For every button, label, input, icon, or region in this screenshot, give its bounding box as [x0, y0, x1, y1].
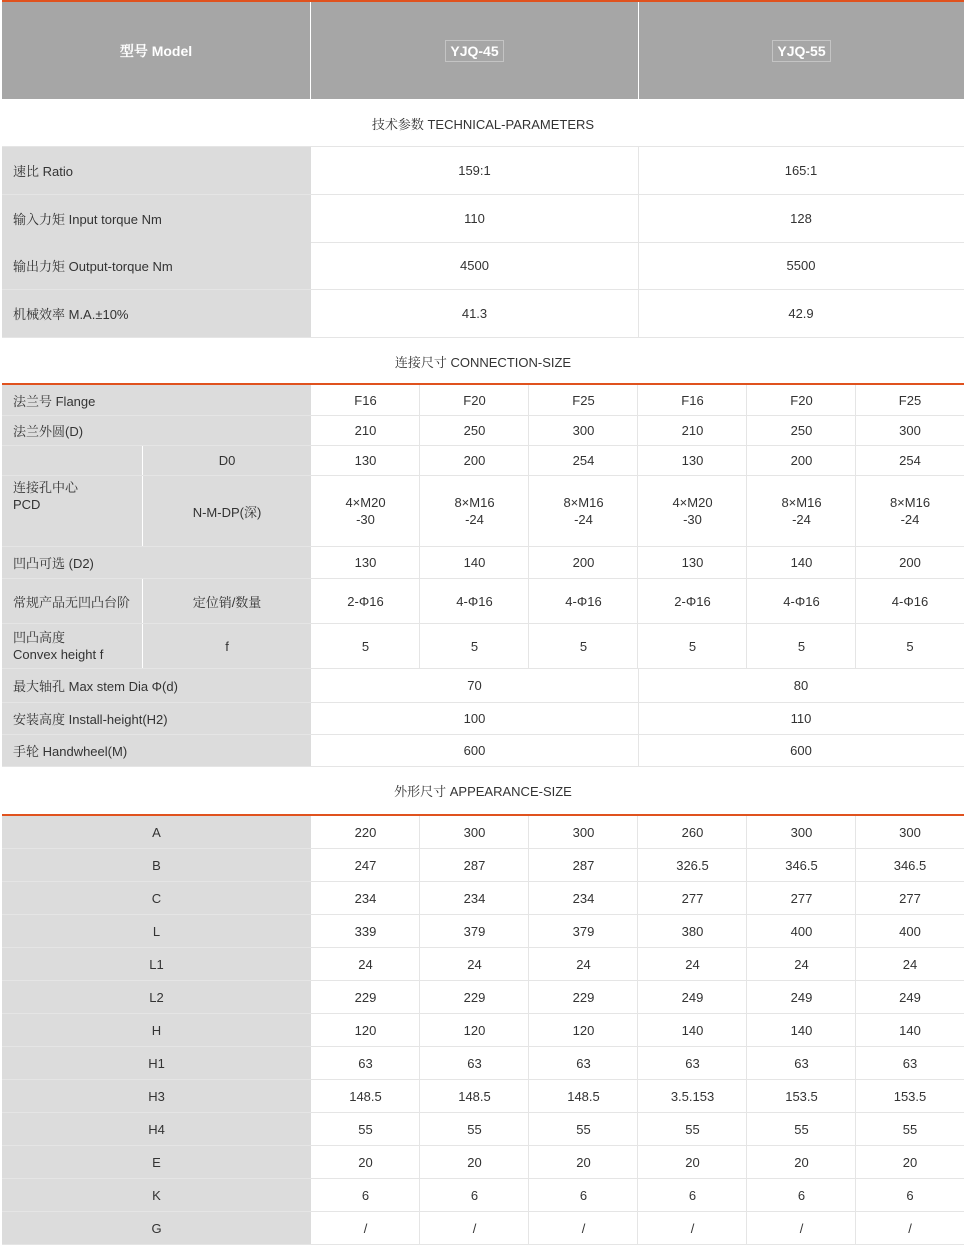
- connection-value-merged: 70: [467, 678, 482, 693]
- nmdp-line: -30: [356, 512, 375, 527]
- section-title-appearance: 外形尺寸 APPEARANCE-SIZE: [394, 784, 572, 799]
- column-divider: [528, 416, 529, 445]
- model-header-yjq55: [639, 2, 964, 99]
- column-divider: [528, 948, 529, 980]
- appearance-row-value: 63: [576, 1055, 591, 1071]
- column-divider: [746, 579, 747, 623]
- connection-value: 5: [906, 638, 914, 654]
- column-divider: [638, 669, 639, 702]
- column-divider: [419, 446, 420, 475]
- tech-row-value: 42.9: [788, 306, 814, 321]
- appearance-row-value: 249: [681, 989, 704, 1005]
- column-divider: [746, 915, 747, 947]
- appearance-row-label: A: [2, 816, 311, 848]
- column-divider: [638, 195, 639, 242]
- appearance-row-value: /: [581, 1220, 586, 1236]
- column-divider: [746, 624, 747, 668]
- row-label-convex: [2, 624, 142, 668]
- appearance-row-label: H: [2, 1014, 311, 1046]
- connection-value-merged: 100: [463, 711, 486, 726]
- column-divider: [528, 849, 529, 881]
- appearance-row-value: 400: [790, 923, 813, 939]
- connection-value-nmdp: [638, 476, 747, 546]
- connection-value: 200: [790, 453, 813, 468]
- appearance-row-value: 229: [354, 989, 377, 1005]
- appearance-row-value: 55: [902, 1121, 918, 1137]
- section-title-connection: 连接尺寸 CONNECTION-SIZE: [394, 354, 572, 370]
- appearance-row-value: /: [690, 1220, 695, 1236]
- column-divider: [855, 624, 856, 668]
- row-sublabel-convex: f: [143, 624, 311, 668]
- column-divider: [638, 242, 639, 289]
- appearance-row-value: 148.5: [567, 1088, 600, 1104]
- column-divider: [637, 1014, 638, 1046]
- appearance-row-label: H3: [2, 1080, 311, 1112]
- connection-value: 210: [681, 423, 704, 438]
- connection-value-merged: 80: [793, 678, 809, 693]
- appearance-row-label: E: [2, 1146, 311, 1178]
- connection-value-nmdp: [311, 476, 420, 546]
- appearance-row-value: 24: [902, 956, 918, 972]
- appearance-row-value: 140: [790, 1022, 813, 1038]
- appearance-row-value: 55: [794, 1121, 809, 1137]
- connection-value: 254: [899, 453, 921, 468]
- connection-value: 4-Φ16: [783, 593, 820, 609]
- column-divider: [528, 579, 529, 623]
- column-divider: [746, 816, 747, 848]
- appearance-row-label: L: [2, 915, 311, 947]
- column-divider: [528, 1014, 529, 1046]
- connection-value: 210: [354, 423, 377, 438]
- connection-value-merged: 600: [463, 743, 486, 758]
- appearance-row-value: /: [908, 1220, 912, 1236]
- appearance-row-label: H4: [2, 1113, 311, 1145]
- nmdp-line: -24: [574, 512, 593, 527]
- appearance-row-value: 249: [899, 989, 921, 1005]
- appearance-row-value: 63: [685, 1055, 700, 1071]
- column-divider: [419, 981, 420, 1013]
- row-sublabel-nmdp: N-M-DP(深): [143, 476, 311, 546]
- appearance-row-value: 20: [794, 1154, 809, 1170]
- nmdp-line: 8×M16: [563, 495, 604, 510]
- appearance-row-value: 24: [685, 956, 700, 972]
- connection-value: F25: [898, 392, 922, 408]
- column-divider: [746, 547, 747, 578]
- convex-label-cn: 凹凸高度: [13, 630, 66, 645]
- appearance-row-value: 3.5.153: [670, 1088, 715, 1104]
- connection-value: F20: [790, 392, 813, 408]
- column-divider: [855, 476, 856, 546]
- appearance-row-value: 277: [681, 890, 704, 906]
- column-divider: [855, 1146, 856, 1178]
- appearance-row-value: 140: [899, 1022, 921, 1038]
- appearance-row-value: 277: [790, 890, 813, 906]
- appearance-row-value: 277: [899, 890, 921, 906]
- appearance-row-value: 120: [572, 1022, 595, 1038]
- row-sublabel-pins: 定位销/数量: [143, 579, 311, 623]
- column-divider: [419, 1113, 420, 1145]
- column-divider: [528, 915, 529, 947]
- appearance-row-value: 229: [572, 989, 595, 1005]
- column-divider: [746, 1080, 747, 1112]
- connection-value: 4-Φ16: [891, 593, 929, 609]
- column-divider: [419, 948, 420, 980]
- appearance-row-value: 300: [572, 824, 595, 840]
- connection-value-merged: 600: [790, 743, 812, 758]
- column-divider: [637, 1146, 638, 1178]
- column-divider: [419, 579, 420, 623]
- nmdp-line: -24: [792, 512, 811, 527]
- column-divider: [419, 1014, 420, 1046]
- appearance-row-value: 153.5: [893, 1088, 927, 1104]
- connection-value: 130: [681, 453, 704, 468]
- column-divider: [419, 476, 420, 546]
- appearance-row-value: 339: [354, 923, 377, 939]
- appearance-row-value: 260: [681, 824, 704, 840]
- column-divider: [746, 948, 747, 980]
- tech-row-value: 41.3: [461, 306, 488, 321]
- nmdp-line: -30: [683, 512, 702, 527]
- column-divider: [637, 446, 638, 475]
- appearance-row-value: 20: [685, 1154, 700, 1170]
- column-divider: [637, 1212, 638, 1244]
- connection-value: F20: [463, 392, 486, 408]
- connection-value: 140: [790, 555, 813, 570]
- column-divider: [746, 1212, 747, 1244]
- column-divider: [746, 385, 747, 415]
- row-label-pcd: [2, 446, 142, 546]
- connection-value: 2-Φ16: [674, 593, 711, 609]
- appearance-row-value: 24: [467, 956, 482, 972]
- column-divider: [855, 981, 856, 1013]
- model-name: YJQ-45: [445, 40, 503, 62]
- connection-value: 130: [354, 453, 377, 468]
- connection-value: 250: [463, 423, 486, 438]
- connection-value: F16: [681, 392, 704, 408]
- connection-value-nmdp: [529, 476, 638, 546]
- tech-row-label: 输出力矩 Output-torque Nm: [2, 242, 311, 289]
- connection-value: 200: [899, 555, 921, 570]
- column-divider: [855, 1212, 856, 1244]
- appearance-row-value: /: [472, 1220, 477, 1236]
- column-divider: [638, 147, 639, 194]
- connection-value: 254: [572, 453, 595, 468]
- appearance-row-value: 63: [467, 1055, 482, 1071]
- appearance-row-value: 379: [463, 923, 486, 939]
- appearance-row-value: 140: [681, 1022, 704, 1038]
- column-divider: [419, 547, 420, 578]
- connection-value: 300: [572, 423, 595, 438]
- row-label-outer-circle: 法兰外圆(D): [2, 416, 311, 445]
- connection-value: 5: [797, 638, 806, 654]
- appearance-row-value: 63: [794, 1055, 809, 1071]
- column-divider: [855, 547, 856, 578]
- appearance-row-value: 148.5: [458, 1088, 491, 1104]
- appearance-row-value: 249: [790, 989, 813, 1005]
- appearance-row-value: 6: [579, 1187, 588, 1203]
- connection-value: F16: [354, 392, 377, 408]
- column-divider: [746, 1146, 747, 1178]
- appearance-row-value: 300: [790, 824, 813, 840]
- column-divider: [419, 385, 420, 415]
- column-divider: [419, 816, 420, 848]
- column-divider: [528, 1212, 529, 1244]
- column-divider: [637, 385, 638, 415]
- nmdp-line: 4×M20: [345, 495, 386, 510]
- model-header-yjq45: [311, 2, 638, 99]
- column-divider: [637, 849, 638, 881]
- column-divider: [528, 1179, 529, 1211]
- column-divider: [855, 882, 856, 914]
- column-divider: [855, 416, 856, 445]
- column-divider: [419, 882, 420, 914]
- appearance-row-label: H1: [2, 1047, 311, 1079]
- column-divider: [419, 1146, 420, 1178]
- column-divider: [855, 579, 856, 623]
- appearance-row-value: /: [363, 1220, 368, 1236]
- appearance-row-label: G: [2, 1212, 311, 1244]
- column-divider: [638, 290, 639, 337]
- nmdp-line: 4×M20: [672, 495, 713, 510]
- tech-row-value: 128: [790, 211, 812, 226]
- appearance-row-value: 120: [463, 1022, 486, 1038]
- connection-value: 130: [354, 555, 377, 570]
- appearance-row-value: 55: [576, 1121, 591, 1137]
- column-divider: [528, 476, 529, 546]
- row-label-pins: 常规产品无凹凸台阶: [2, 579, 142, 623]
- tech-row-value: 4500: [460, 258, 489, 273]
- column-divider: [855, 1080, 856, 1112]
- column-divider: [528, 1146, 529, 1178]
- column-divider: [746, 849, 747, 881]
- column-divider: [419, 416, 420, 445]
- column-divider: [528, 624, 529, 668]
- appearance-row-value: 346.5: [785, 857, 818, 873]
- column-divider: [528, 1047, 529, 1079]
- column-divider: [855, 1113, 856, 1145]
- column-divider: [746, 1113, 747, 1145]
- column-divider: [419, 1047, 420, 1079]
- appearance-row-value: 287: [463, 857, 486, 873]
- column-divider: [746, 1047, 747, 1079]
- appearance-row-value: 24: [576, 956, 591, 972]
- column-divider: [637, 816, 638, 848]
- nmdp-line: 8×M16: [454, 495, 495, 510]
- connection-value-nmdp: [856, 476, 964, 546]
- column-divider: [637, 882, 638, 914]
- row-label-stem: 最大轴孔 Max stem Dia Φ(d): [2, 669, 311, 702]
- column-divider: [528, 882, 529, 914]
- appearance-row-value: 400: [899, 923, 921, 939]
- column-divider: [637, 915, 638, 947]
- connection-value: 250: [790, 423, 813, 438]
- column-divider: [746, 1179, 747, 1211]
- row-divider: [2, 475, 964, 476]
- row-divider: [2, 1244, 964, 1245]
- connection-value: 5: [579, 638, 588, 654]
- appearance-row-value: 120: [354, 1022, 377, 1038]
- appearance-row-value: 20: [467, 1154, 482, 1170]
- appearance-row-value: 380: [681, 923, 704, 939]
- column-divider: [637, 1113, 638, 1145]
- appearance-row-value: 234: [354, 890, 377, 906]
- connection-value: 200: [463, 453, 486, 468]
- appearance-row-value: 287: [572, 857, 595, 873]
- column-divider: [637, 1179, 638, 1211]
- column-divider: [855, 915, 856, 947]
- column-divider: [637, 948, 638, 980]
- tech-row-label: 速比 Ratio: [2, 147, 311, 194]
- appearance-row-value: 234: [572, 890, 595, 906]
- column-divider: [528, 385, 529, 415]
- appearance-row-label: K: [2, 1179, 311, 1211]
- column-divider: [419, 624, 420, 668]
- tech-row-value: 110: [464, 211, 485, 226]
- connection-value: 5: [688, 638, 697, 654]
- appearance-row-label: C: [2, 882, 311, 914]
- appearance-row-value: 20: [576, 1154, 591, 1170]
- column-divider: [746, 416, 747, 445]
- appearance-row-value: 55: [467, 1121, 482, 1137]
- appearance-row-value: 6: [361, 1187, 370, 1203]
- connection-value: 300: [899, 423, 921, 438]
- tech-row-value: 159:1: [458, 163, 491, 178]
- column-divider: [528, 547, 529, 578]
- appearance-row-value: 55: [685, 1121, 700, 1137]
- column-divider: [637, 416, 638, 445]
- column-divider: [419, 1212, 420, 1244]
- column-divider: [855, 385, 856, 415]
- column-divider: [638, 703, 639, 734]
- column-divider: [637, 476, 638, 546]
- nmdp-line: 8×M16: [781, 495, 822, 510]
- nmdp-line: -24: [465, 512, 484, 527]
- connection-value-merged: 110: [790, 711, 812, 726]
- appearance-row-value: /: [799, 1220, 804, 1236]
- row-label-install: 安装高度 Install-height(H2): [2, 703, 311, 734]
- connection-value: 130: [681, 555, 704, 570]
- appearance-row-value: 234: [463, 890, 486, 906]
- tech-row-label: 机械效率 M.A.±10%: [2, 290, 311, 337]
- column-divider: [855, 1047, 856, 1079]
- appearance-row-value: 220: [354, 824, 377, 840]
- column-divider: [528, 1080, 529, 1112]
- column-divider: [855, 816, 856, 848]
- convex-label-en: Convex height f: [13, 647, 104, 662]
- column-divider: [528, 446, 529, 475]
- connection-value: 2-Φ16: [347, 593, 384, 609]
- row-label-handwheel: 手轮 Handwheel(M): [2, 735, 311, 766]
- appearance-row-value: 20: [358, 1154, 373, 1170]
- column-divider: [637, 624, 638, 668]
- appearance-row-value: 229: [463, 989, 486, 1005]
- appearance-row-value: 6: [906, 1187, 914, 1203]
- tech-row-value: 165:1: [784, 163, 818, 178]
- appearance-row-label: B: [2, 849, 311, 881]
- appearance-row-value: 6: [688, 1187, 697, 1203]
- column-divider: [746, 476, 747, 546]
- row-divider: [2, 546, 964, 547]
- appearance-row-label: L1: [2, 948, 311, 980]
- model-name: YJQ-55: [772, 40, 830, 62]
- row-label-flange: 法兰号 Flange: [2, 385, 311, 415]
- column-divider: [746, 981, 747, 1013]
- column-divider: [528, 1113, 529, 1145]
- connection-value-nmdp: [747, 476, 856, 546]
- appearance-row-value: 247: [354, 857, 377, 873]
- connection-value: 4-Φ16: [456, 593, 493, 609]
- column-divider: [746, 1014, 747, 1046]
- column-divider: [528, 816, 529, 848]
- connection-value: 5: [470, 638, 479, 654]
- column-divider: [637, 579, 638, 623]
- column-divider: [855, 948, 856, 980]
- connection-value: 200: [572, 555, 595, 570]
- appearance-row-value: 24: [794, 956, 809, 972]
- column-divider: [855, 1014, 856, 1046]
- tech-row-label: 输入力矩 Input torque Nm: [2, 195, 311, 242]
- spec-table: [2, 0, 964, 1246]
- connection-value: F25: [572, 392, 595, 408]
- appearance-row-value: 63: [902, 1055, 918, 1071]
- pcd-label-cn: 连接孔中心: [13, 480, 79, 495]
- column-divider: [746, 446, 747, 475]
- section-title-technical: 技术参数 TECHNICAL-PARAMETERS: [371, 116, 595, 132]
- appearance-row-value: 379: [572, 923, 595, 939]
- appearance-row-value: 55: [358, 1121, 373, 1137]
- tech-row-value: 5500: [786, 258, 816, 273]
- nmdp-line: -24: [900, 512, 920, 527]
- column-divider: [637, 1080, 638, 1112]
- column-divider: [637, 1047, 638, 1079]
- column-divider: [746, 882, 747, 914]
- column-divider: [855, 1179, 856, 1211]
- column-divider: [637, 981, 638, 1013]
- appearance-row-label: L2: [2, 981, 311, 1013]
- appearance-row-value: 24: [358, 956, 373, 972]
- connection-value: 5: [361, 638, 370, 654]
- pcd-label-en: PCD: [13, 497, 41, 512]
- column-divider: [855, 849, 856, 881]
- appearance-row-value: 346.5: [893, 857, 927, 873]
- column-divider: [419, 915, 420, 947]
- column-divider: [528, 981, 529, 1013]
- model-header-label: 型号 Model: [2, 2, 310, 99]
- column-divider: [855, 446, 856, 475]
- column-divider: [638, 735, 639, 766]
- appearance-row-value: 6: [797, 1187, 806, 1203]
- column-divider: [419, 849, 420, 881]
- appearance-row-value: 148.5: [349, 1088, 382, 1104]
- row-sublabel-d0: D0: [143, 446, 311, 475]
- column-divider: [637, 547, 638, 578]
- column-divider: [419, 1179, 420, 1211]
- appearance-row-value: 20: [902, 1154, 918, 1170]
- column-divider: [419, 1080, 420, 1112]
- connection-value-nmdp: [420, 476, 529, 546]
- connection-value: 140: [463, 555, 486, 570]
- appearance-row-value: 326.5: [676, 857, 709, 873]
- nmdp-line: 8×M16: [889, 495, 931, 510]
- appearance-row-value: 153.5: [785, 1088, 818, 1104]
- appearance-row-value: 300: [463, 824, 486, 840]
- row-label-d2: 凹凸可选 (D2): [2, 547, 311, 578]
- appearance-row-value: 300: [899, 824, 921, 840]
- appearance-row-value: 63: [358, 1055, 373, 1071]
- appearance-row-value: 6: [470, 1187, 479, 1203]
- connection-value: 4-Φ16: [565, 593, 602, 609]
